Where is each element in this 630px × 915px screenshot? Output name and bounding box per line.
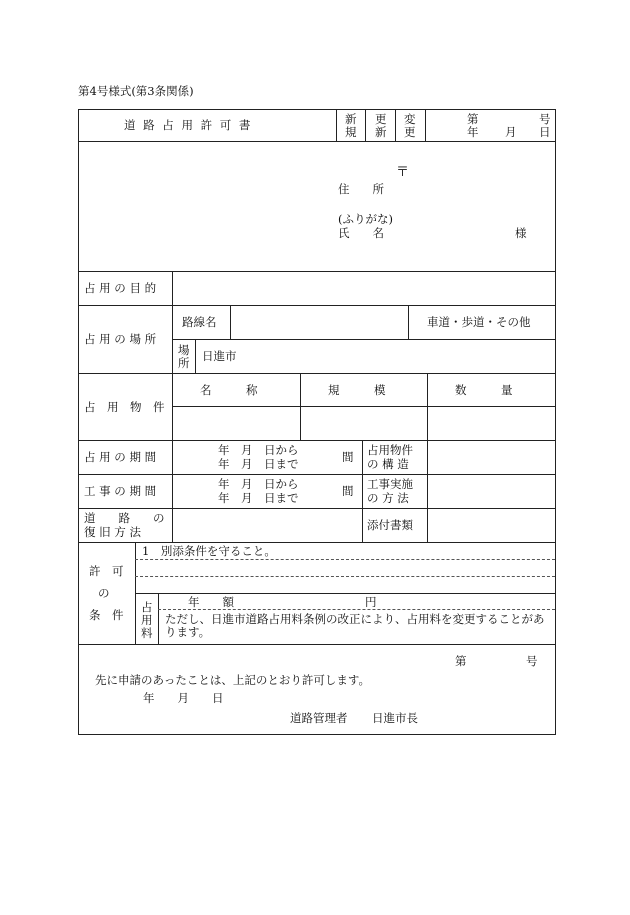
location-value: 日進市 — [202, 349, 237, 363]
date-year: 年 — [467, 125, 479, 139]
location-label-bottom: 所 — [178, 356, 190, 370]
form-id: 第4号様式(第3条関係) — [78, 84, 194, 98]
work-period-label: 工 事 の 期 間 — [84, 484, 157, 498]
route-name-label: 路線名 — [182, 315, 217, 329]
footer-number-dai: 第 — [455, 654, 467, 668]
place-label: 占 用 の 場 所 — [84, 332, 157, 346]
structure-label-bottom: の 構 造 — [367, 457, 409, 471]
purpose-label: 占 用 の 目 的 — [84, 281, 157, 295]
administrator-label: 道路管理者 — [290, 711, 348, 725]
location-label-top: 場 — [178, 343, 190, 357]
fee-label-3: 料 — [141, 626, 153, 640]
annual-fee-label: 年 額 — [188, 595, 234, 609]
period-label: 占 用 の 期 間 — [84, 450, 157, 464]
fee-note-line-1: ただし、日進市道路占用料条例の改正により、占用料を変更することがあ — [165, 612, 545, 626]
conditions-label-2: の — [98, 586, 110, 600]
fee-label-1: 占 — [141, 600, 153, 614]
work-method-label-top: 工事実施 — [367, 477, 413, 491]
footer-number-go: 号 — [526, 654, 538, 668]
furigana-label: (ふりがな) — [338, 212, 393, 226]
fee-note-line-2: ります。 — [165, 625, 211, 639]
honorific-sama: 様 — [515, 226, 527, 240]
column-scale: 規 模 — [328, 383, 386, 397]
period-from: 年 月 日から — [218, 443, 299, 457]
work-period-from: 年 月 日から — [218, 477, 299, 491]
date-day: 日 — [539, 125, 551, 139]
period-kan: 間 — [342, 450, 354, 464]
structure-label-top: 占用物件 — [367, 443, 413, 457]
column-quantity: 数 量 — [455, 383, 513, 397]
footer-date: 年 月 日 — [143, 691, 224, 705]
document-title: 道 路 占 用 許 可 書 — [124, 118, 253, 132]
change-label-top: 変 — [404, 112, 416, 126]
change-label-bottom: 更 — [404, 125, 416, 139]
date-month: 月 — [505, 125, 517, 139]
yen-unit: 円 — [365, 595, 377, 609]
restore-label-bottom: 復 旧 方 法 — [84, 525, 141, 539]
work-method-label-bottom: の 方 法 — [367, 491, 409, 505]
new-label-top: 新 — [345, 112, 357, 126]
permit-statement: 先に申請のあったことは、上記のとおり許可します。 — [95, 673, 370, 687]
attachments-label: 添付書類 — [367, 518, 413, 532]
permit-number-dai: 第 — [467, 112, 479, 126]
fee-label-2: 用 — [141, 613, 153, 627]
restore-label-top: 道 路 の — [84, 511, 165, 525]
condition-item-1: 1 別添条件を守ること。 — [142, 544, 276, 558]
address-label: 住 所 — [338, 182, 384, 196]
work-period-kan: 間 — [342, 484, 354, 498]
conditions-label-1: 許 可 — [89, 564, 124, 578]
conditions-label-3: 条 件 — [89, 608, 124, 622]
administrator-name: 日進市長 — [372, 711, 418, 725]
column-name: 名 称 — [200, 383, 258, 397]
renew-label-bottom: 新 — [375, 125, 387, 139]
object-label: 占 用 物 件 — [84, 400, 165, 414]
new-label-bottom: 規 — [345, 125, 357, 139]
work-period-until: 年 月 日まで — [218, 491, 299, 505]
name-label: 氏 名 — [338, 226, 384, 240]
permit-number-go: 号 — [539, 112, 551, 126]
postal-mark: 〒 — [396, 165, 410, 180]
renew-label-top: 更 — [375, 112, 387, 126]
period-until: 年 月 日まで — [218, 457, 299, 471]
road-type-options: 車道・歩道・その他 — [427, 315, 531, 329]
